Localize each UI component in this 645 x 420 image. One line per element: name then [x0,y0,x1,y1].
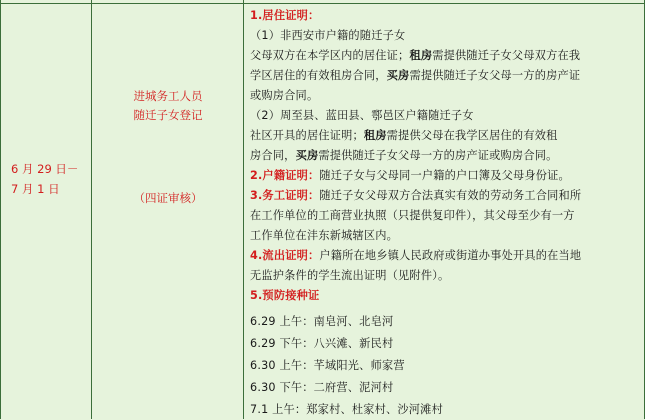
date-line-1: 6 月 29 日－ [11,162,79,176]
vaccination-schedule-row: 6.29 下午：八兴滩、新民村 [250,337,394,350]
residence-item2-line2: 房合同，买房需提供随迁子女父母一方的房产证或购房合同。 [250,149,558,162]
outflow-line2: 无监护条件的学生流出证明（见附件）。 [250,269,450,282]
registration-line-2: 随迁子女登记 [133,108,203,122]
residence-item2-title: （2）周至县、蓝田县、鄠邑区户籍随迁子女 [250,109,474,122]
vaccination-heading: 5.预防接种证 [250,289,320,302]
employment-line1: 3.务工证明：随迁子女父母双方合法真实有效的劳动务工合同和所 [250,189,582,202]
registration-line-1: 进城务工人员 [133,89,203,103]
vaccination-schedule-row: 6.29 上午：南皂河、北皂河 [250,315,394,328]
residence-item1-line1: 父母双方在本学区内的居住证；租房需提供随迁子女父母双方在我 [250,49,581,62]
residence-item2-line1: 社区开具的居住证明；租房需提供父母在我学区居住的有效租 [250,129,558,142]
employment-line2: 在工作单位的工商营业执照（只提供复印件），其父母至少有一方 [250,209,575,222]
vaccination-schedule-row: 6.30 下午：二府营、泥河村 [250,381,394,394]
residence-heading: 1.居住证明： [250,9,320,22]
outflow-line1: 4.流出证明：户籍所在地乡镇人民政府或街道办事处开具的在当地 [250,249,582,262]
residence-item1-line2: 学区居住的有效租房合同，买房需提供随迁子女父母一方的房产证 [250,69,581,82]
residence-item1-title: （1）非西安市户籍的随迁子女 [250,29,406,42]
household-line: 2.户籍证明：随迁子女与父母同一户籍的户口簿及父母身份证。 [250,169,570,182]
registration-cell [92,0,244,419]
residence-item1-line3: 或购房合同。 [250,89,319,102]
registration-line-3: （四证审核） [133,191,203,205]
details-cell [244,0,645,419]
vaccination-schedule-row: 6.30 上午：芊域阳光、师家营 [250,359,405,372]
vaccination-schedule-row: 7.1 上午：郑家村、杜家村、沙河滩村 [250,403,443,416]
employment-line3: 工作单位在沣东新城辖区内。 [250,229,399,242]
date-line-2: 7 月 1 日 [11,182,60,196]
date-cell [0,0,92,419]
